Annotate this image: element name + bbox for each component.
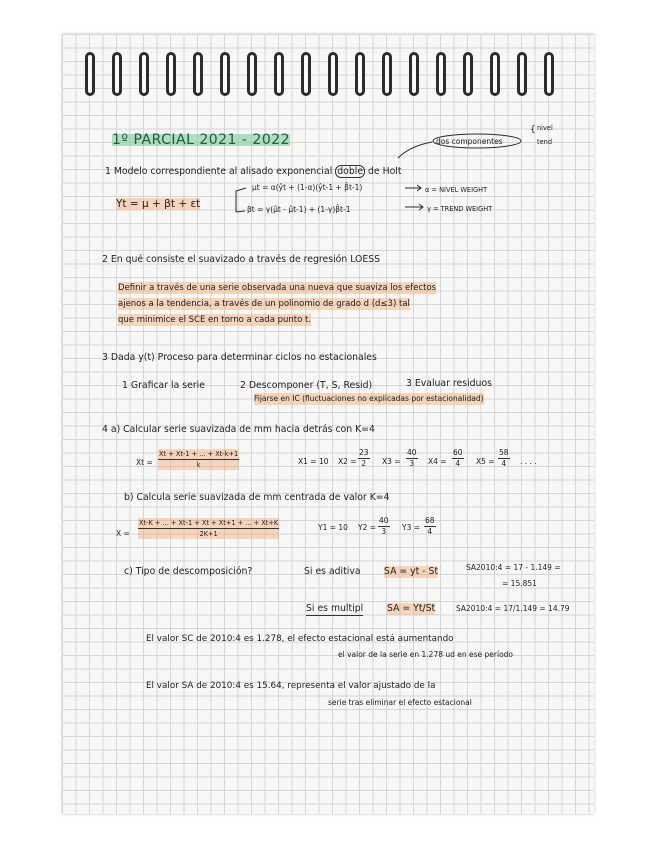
q1-eq2-note: γ = TREND WEIGHT: [427, 205, 493, 213]
q1-model: Yt = μ + βt + εt: [116, 198, 201, 210]
q3-question: 3 Dada y(t) Proceso para determinar ciclos no estacionales: [102, 352, 377, 363]
q4a-lhs: Xt =: [136, 458, 153, 467]
q2-question: 2 En qué consiste el suavizado a través de regresión LOESS: [102, 254, 381, 265]
q4a-dots: . . . .: [520, 457, 537, 466]
q3-step-3: 3 Evaluar residuos: [406, 378, 492, 389]
q4a-formula: $\frac{Xt + Xt-1 + ... + Xt-k+1}{k}$: [159, 450, 239, 469]
brace-icon: {: [530, 125, 536, 135]
conclusion-1-line-2: el valor de la serie en 1.278 ud en ese período: [338, 650, 514, 659]
q2-answer-line-1: Definir a través de una serie observada una nueva que suaviza los efectos: [118, 283, 437, 293]
conclusion-1-line-1: El valor SC de 2010:4 es 1.278, el efecto estacional está aumentando: [146, 634, 454, 644]
side-note-nivel: nivel: [537, 124, 553, 132]
side-note: dos componentes: [436, 137, 503, 146]
q1-eq1: μt = α(ŷt + (1-α)(ŷt-1 + β̂t-1): [252, 183, 363, 192]
q4a-x5-label: X5 =: [476, 457, 495, 466]
q4b-lhs: X =: [116, 529, 130, 538]
q4a-x4-frac: $\frac{60}{4}$: [453, 448, 463, 468]
q3-step-2: 2 Descomponer (T, S, Resid): [240, 380, 373, 391]
q2-answer-line-3: que minimice el SCE en torno a cada punto t.: [118, 315, 312, 325]
conclusion-2-line-1: El valor SA de 2010:4 es 15.64, representa el valor ajustado de la: [146, 681, 436, 691]
q4a-x2-frac: $\frac{23}{2}$: [359, 448, 369, 468]
side-note-tend: tend: [537, 138, 553, 146]
q1-eq1-note: α = NIVEL WEIGHT: [425, 186, 488, 194]
q3-note: Fijarse en IC (fluctuaciones no explicadas por estacionalidad): [254, 394, 484, 403]
q4b-question: b) Calcula serie suavizada de mm centrada de valor K=4: [124, 492, 390, 503]
q4b-formula: $\frac{Xt-K + ... + Xt-1 + Xt + Xt+1 + ... + Xt+K}{2K+1}$: [139, 519, 279, 538]
q4b-y3-frac: $\frac{68}{4}$: [425, 516, 435, 536]
q4c-question: c) Tipo de descomposición?: [124, 566, 253, 577]
q3-step-1: 1 Graficar la serie: [122, 380, 205, 391]
conclusion-2-line-2: serie tras eliminar el efecto estacional: [328, 698, 472, 707]
q1-eq2: βt = γ(μ̂t - μ̂t-1) + (1-γ)β̂t-1: [247, 205, 351, 214]
q4c-multiplicative: Si es multipl: [306, 603, 364, 614]
q4c-sa-additive: SA = yt - St: [384, 566, 439, 577]
q4c-sa-mult-result: SA2010:4 = 17/1.149 = 14.79: [456, 604, 570, 613]
q4a-question: 4 a) Calcular serie suavizada de mm hacia detrás con K=4: [102, 424, 375, 435]
q4b-y3-label: Y3 =: [402, 523, 421, 532]
q4a-x2-label: X2 =: [338, 457, 357, 466]
q4b-y1: Y1 = 10: [318, 523, 348, 532]
q1-question: 1 Modelo correspondiente al alisado exponencial doble de Holt: [105, 166, 402, 177]
q4b-y2-frac: $\frac{40}{3}$: [379, 516, 389, 536]
q4c-sa-multiplicative: SA = Yt/St: [387, 603, 436, 614]
q4b-y2-label: Y2 =: [358, 523, 377, 532]
q4a-x1: X1 = 10: [298, 457, 329, 466]
q4c-sa-result: = 15.851: [502, 579, 537, 588]
q4a-x3-label: X3 =: [382, 457, 401, 466]
q4a-x3-frac: $\frac{40}{3}$: [407, 448, 417, 468]
q4a-x4-label: X4 =: [428, 457, 447, 466]
q2-answer-line-2: ajenos a la tendencia, a través de un polinomio de grado d (d≤3) tal: [118, 299, 410, 309]
q4a-x5-frac: $\frac{58}{4}$: [499, 448, 509, 468]
q4c-sa-label: SA2010:4 = 17 - 1.149 =: [466, 563, 561, 572]
page-title: 1º PARCIAL 2021 - 2022: [112, 132, 291, 148]
q4c-additive: Si es aditiva: [304, 566, 361, 577]
